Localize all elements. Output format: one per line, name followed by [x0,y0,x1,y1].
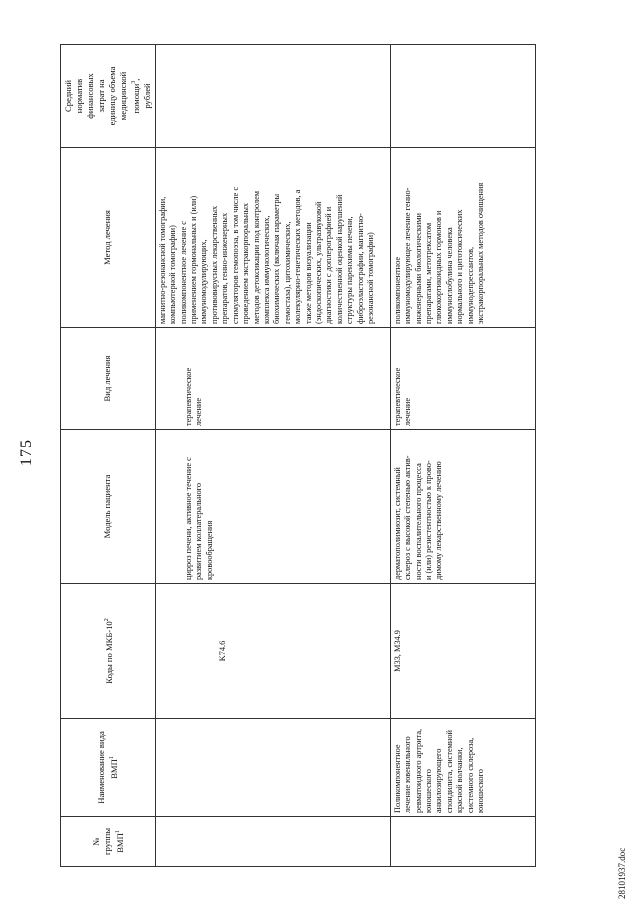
treatment-table [60,44,536,867]
header-vmp-name: Наименование вида ВМП$^1$ [61,719,156,817]
table-row [155,45,390,867]
header-patient-model: Модель пациента [61,430,156,584]
cell-group [390,817,535,867]
cell-treatment-method: магнитно-резонансной томографии, компьютерной томографии) поликомпонентное лечение с применением гормональных и (или) иммуномодулирующих, противовирусных лекарственных препаратов, генно-инженерных стимуляторов гемопоэза, в том числе с проведением экстракорпоральных методов детоксикации под контролем комплекса иммунологических, биохимических (включая параметры гемостаза), цитохимических, молекулярно-генетических методов, а также методов визуализации (эндоскопических, ультразвуковой диагностики с доплерографией и количественной оценкой нарушений структуры паренхимы печени, фиброэластографии, магнитно- резонансной томографии) [155,148,390,328]
cell-cost-norm [155,45,390,148]
table-header-row [61,45,156,867]
header-treatment-method: Метод лечения [61,148,156,328]
page-number: 175 [18,439,35,466]
cell-treatment-type: терапевтическое лечение [390,328,535,430]
cell-vmp-name [155,719,390,817]
footer-filename: 28101937.doc [617,847,627,899]
cell-patient-model: цирроз печени, активное течение с развитием коллатерального кровообращения [155,430,390,584]
cell-cost-norm [390,45,535,148]
cell-treatment-method: поликомпонентное иммуномодулирующее лечение генно- инженерными биологическими препаратами, метотрексатом глюкокортикоидных гормонов и иммуноглобулина человека нормального и цитотоксических иммунодепрессантов, экстракорпоральных методов очищения [390,148,535,328]
header-icd-codes: Коды по МКБ-$10^2$ [61,584,156,719]
table-row [390,45,535,867]
header-treatment-type: Вид лечения [61,328,156,430]
cell-icd-code: K74.6 [155,584,390,719]
cell-group [155,817,390,867]
header-cost-norm: Средний норматив финансовых затрат на единицу объема медицинской помощи$^3$, рублей [61,45,156,148]
cell-vmp-name: Поликомпонентное лечение ювенильного ревматоидного артрита, юношеского анкилозирующего спондилита, системной красной волчанки, системного склероза, юношеского [390,719,535,817]
cell-icd-code: M33, M34.9 [390,584,535,719]
cell-patient-model: дерматополимиозит, системный склероз с высокой степенью актив- ности воспалительного процесса и (или) резистентностью к прово- димому лекарственному лечению [390,430,535,584]
header-group-number: № группы ВМП$^1$ [61,817,156,867]
cell-treatment-type: терапевтическое лечение [155,328,390,430]
